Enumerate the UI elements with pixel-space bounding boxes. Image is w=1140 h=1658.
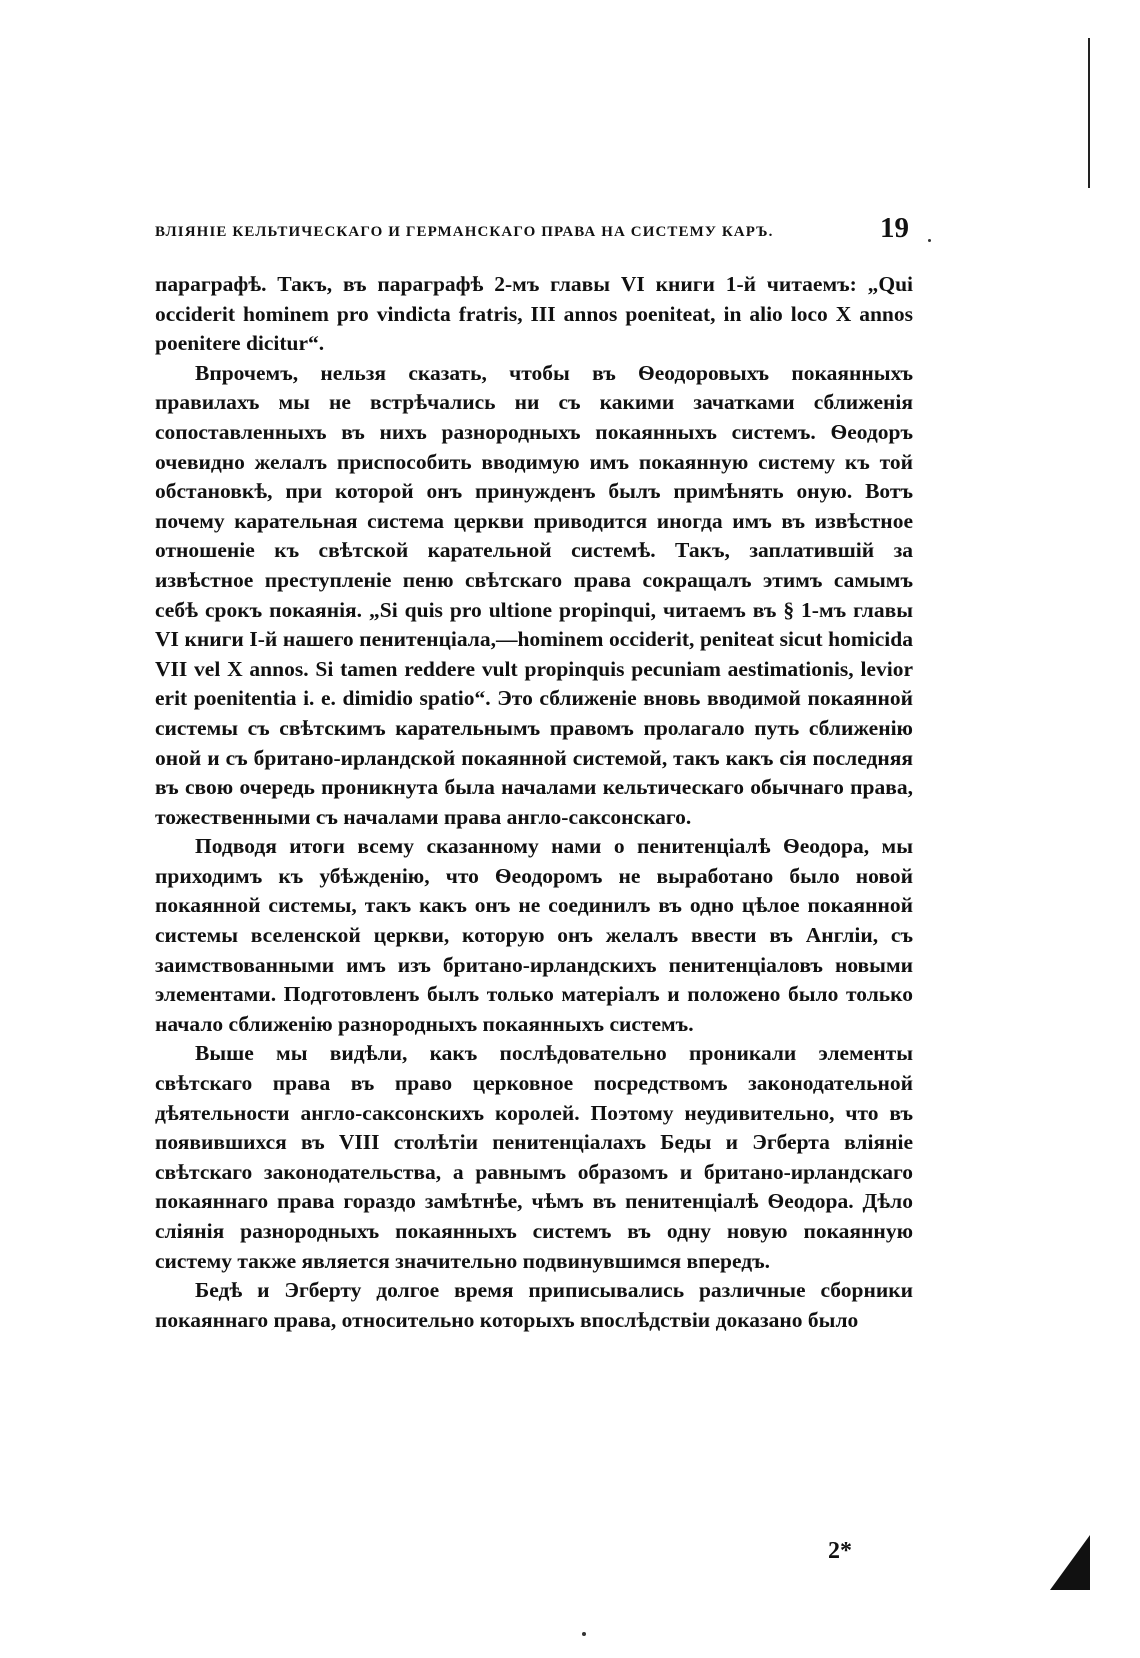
body-text bbox=[155, 270, 913, 1335]
page-corner-mark bbox=[1050, 1535, 1090, 1590]
ink-speck bbox=[928, 239, 931, 242]
ink-speck bbox=[582, 1632, 586, 1636]
paragraph: Бедѣ и Эгберту долгое время приписывались различные сборники покаяннаго права, относительно которыхъ впослѣдствіи доказано было bbox=[155, 1278, 913, 1332]
paragraph-continuation: параграфѣ. Такъ, въ параграфѣ 2-мъ главы VI книги 1-й читаемъ: „Qui occiderit hominem pro vindicta fratris, III annos poeniteat, in alio loco X annos poenitere dicitur“. bbox=[155, 272, 913, 356]
running-title: ВЛІЯНІЕ КЕЛЬТИЧЕСКАГО И ГЕРМАНСКАГО ПРАВА НА СИСТЕМУ КАРЪ. bbox=[155, 224, 774, 240]
paragraph: Впрочемъ, нельзя сказать, чтобы въ Ѳеодоровыхъ покаянныхъ правилахъ мы не встрѣчались ни съ какими зачатками сближенія сопоставленныхъ въ нихъ разнородныхъ покаянныхъ системъ. Ѳеодоръ очевидно желалъ приспособить вводимую имъ покаянную систему къ той обстановкѣ, при которой онъ принужденъ былъ примѣнять оную. Вотъ почему карательная система церкви приводится иногда имъ въ извѣстное отношеніе къ свѣтской карательной системѣ. Такъ, заплатившій за извѣстное преступленіе пеню свѣтскаго права сокращалъ этимъ самымъ себѣ срокъ покаянія. „Si quis pro ultione propinqui, читаемъ въ § 1-мъ главы VI книги I-й нашего пенитенціала,—hominem occiderit, peniteat sicut homicida VII vel X annos. Si tamen reddere vult propinquis pecuniam aestimationis, levior erit poenitentia i. e. dimidio spatio“. Это сближеніе вновь вводимой покаянной системы съ свѣтскимъ карательнымъ правомъ пролагало путь сближенію оной и съ британо-ирландской покаянной системой, такъ какъ сія последняя въ свою очередь проникнута была началами кельтическаго обычнаго права, тожественными съ началами права англо-саксонскаго. bbox=[155, 360, 913, 829]
paragraph: Подводя итоги всему сказанному нами о пенитенціалѣ Ѳеодора, мы приходимъ къ убѣжденію, что Ѳеодоромъ не выработано было новой покаянной системы, такъ какъ онъ не соединилъ въ одно цѣлое покаянной системы вселенской церкви, которую онъ желалъ ввести въ Англіи, съ заимствованными имъ изъ британо-ирландскихъ пенитенціаловъ новыми элементами. Подготовленъ былъ только матеріалъ и положено было только начало сближенію разнородныхъ покаянныхъ системъ. bbox=[155, 834, 913, 1036]
page-header bbox=[155, 212, 915, 252]
signature-mark: 2* bbox=[828, 1538, 852, 1564]
paragraph: Выше мы видѣли, какъ послѣдовательно проникали элементы свѣтскаго права въ право церковное посредствомъ законодательной дѣятельности англо-саксонскихъ королей. Поэтому неудивительно, что въ появившихся въ VIII столѣтіи пенитенціалахъ Беды и Эгберта вліяніе свѣтскаго законодательства, а равнымъ образомъ и британо-ирландскаго покаяннаго права гораздо замѣтнѣе, чѣмъ въ пенитенціалѣ Ѳеодора. Дѣло сліянія разнородныхъ покаянныхъ системъ въ одну новую покаянную систему также является значительно подвинувшимся впередъ. bbox=[155, 1041, 913, 1273]
scan-edge-rule bbox=[1088, 38, 1090, 188]
page-number: 19 bbox=[880, 212, 909, 244]
